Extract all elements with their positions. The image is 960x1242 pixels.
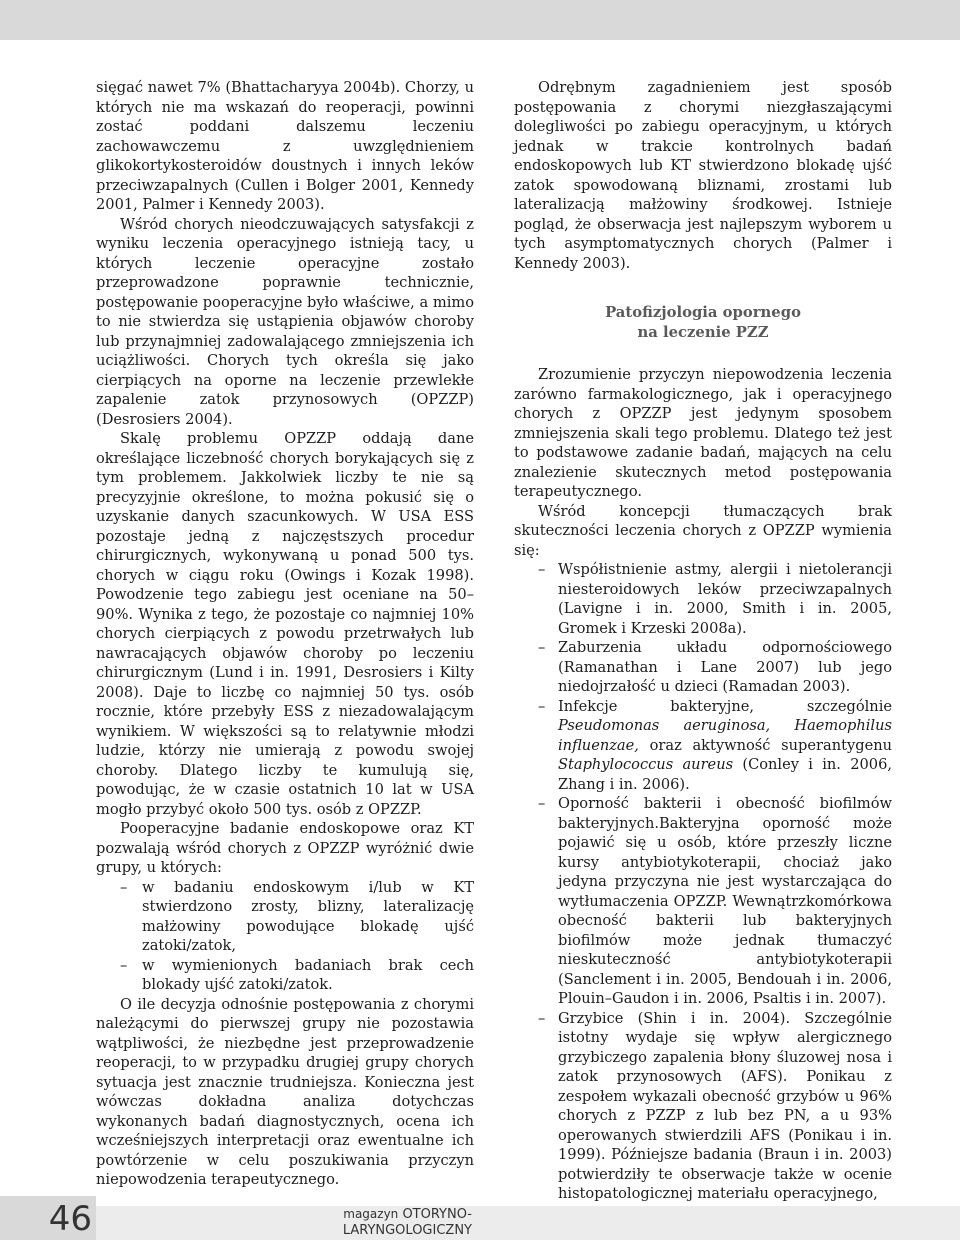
dash-marker: – [538,697,546,715]
dash-marker: – [538,639,546,656]
top-bar [0,0,960,40]
brand-line-2: LARYNGOLOGICZNY [342,1223,472,1238]
left-paragraph-4: Pooperacyjne badanie endoskopowe oraz KT pozwalają wśród chorych z OPZZP wyróżnić dwie grupy, u których: [96,820,474,876]
dash-marker: – [120,956,128,974]
list-item [96,956,474,995]
left-column [96,78,474,1190]
dash-marker: – [120,878,128,896]
list-item-text: Współistnienie astmy, alergii i nietolerancji niesteroidowych leków przeciwzapalnych (Lavigne i in. 2000, Smith i in. 2005, Gromek i Krzeski 2008a). [558,561,892,637]
left-list [96,878,474,995]
page-number-text: 46 [48,1199,92,1239]
left-paragraph-1: sięgać nawet 7% (Bhattacharyya 2004b). Chorzy, u których nie ma wskazań do reoperacji, powinni zostać poddani dalszemu leczeniu zachowawczemu z uwzględnieniem glikokortykosteroidów doustnych i innych leków przeciwzapalnych (Cullen i Bolger 2001, Kennedy 2001, Palmer i Kennedy 2003). [96,79,474,213]
list-item-text-part: (Conley i in. 2006, Zhang i in. 2006). [558,756,892,793]
footer-band [96,1206,960,1240]
magazine-word: magazyn [343,1207,399,1221]
brand-line-1 [300,1206,472,1223]
left-paragraph-2: Wśród chorych nieodczuwających satysfakcji z wyniku leczenia operacyjnego istnieją tacy, u których leczenie operacyjne zostało przeprowadzone poprawnie technicznie, postępowanie pooperacyjne było właściwe, a mimo to nie stwierdza się ustąpienia objawów choroby lub przynajmniej zadowalającego zmniejszenia ich uciążliwości. Chorych tych określa się jako cierpiących na oporne na leczenie przewlekłe zapalenie zatok przynosowych (OPZZP) (Desrosiers 2004). [96,215,474,428]
dash-marker: – [538,561,546,578]
list-item-text-part: Infekcje bakteryjne, szczególnie [558,697,892,715]
magazine-brand [300,1206,472,1239]
list-item [96,878,474,956]
left-closing-paragraph: O ile decyzja odnośnie postępowania z chorymi należącymi do pierwszej grupy nie pozostawia wątpliwości, że niezbędne jest przeprowadzenie reoperacji, to w przypadku drugiej grupy chorych sytuacja jest znacznie trudniejsza. Konieczna jest wówczas dokładna analiza dotychczas wykonanych badań diagnostycznych, ocena ich wcześniejszych interpretacji oraz ewentualne ich powtórzenie w celu poszukiwania przyczyn niepowodzenia terapeutycznego. [96,995,474,1188]
list-item [514,697,892,795]
right-column [514,78,892,1204]
species-name: Pseudomonas aeruginosa, Haemophilus influenzae, [558,717,892,754]
list-item-text: Grzybice (Shin i in. 2004). Szczególnie istotny wydaje się wpływ alergicznego grzybiczego zapalenia błony śluzowej nosa i zatok przynosowych (AFS). Ponikau z zespołem wykazali obecność grzybów u 96% chorych z PZZP z lub bez PN, a u 93% operowanych stwierdzili AFS (Ponikau i in. 1999). Późniejsze badania (Braun i in. 2003) potwierdziły te obserwacje także w ocenie histopatologicznej materiału operacyjnego, [558,1009,892,1202]
list-item-text: w wymienionych badaniach brak cech blokady ujść zatoki/zatok. [142,956,474,993]
list-item [514,560,892,638]
brand-name-part-1: OTORYNO- [402,1207,472,1222]
list-item-text: Oporność bakterii i obecność biofilmów bakteryjnych.Bakteryjna oporność może pojawić się u osób, które przeszły liczne kursy antybiotykoterapii, chociaż jako jedyna przyczyna nie jest wystarczająca do wytłumaczenia OPZZP. Wewnątrzkomórkowa obecność bakterii lub bakteryjnych biofilmów może jednak tłumaczyć nieskuteczność antybiotykoterapii (Sanclement i in. 2005, Bendouah i in. 2006, Plouin–Gaudon i in. 2006, Psaltis i in. 2007). [558,795,892,1007]
dash-marker: – [538,1009,546,1027]
list-item-text: w badaniu endoskowym i/lub w KT stwierdzono zrosty, blizny, lateralizację małżowiny powodujące blokadę ujść zatoki/zatok, [142,878,474,954]
page-number [0,1196,96,1240]
list-item [514,638,892,697]
list-item [514,794,892,1009]
right-paragraph-1: Zrozumienie przyczyn niepowodzenia leczenia zarówno farmakologicznego, jak i operacyjnego chorych z OPZZP jest jedynym sposobem zmniejszenia skali tego problemu. Dlatego też jest to podstawowe zadanie badań, mających na celu znalezienie skutecznych metod postępowania terapeutycznego. [514,366,892,500]
list-item-text: Zaburzenia układu odpornościowego (Ramanathan i Lane 2007) lub jego niedojrzałość u dzieci (Ramadan 2003). [558,639,892,695]
list-item [514,1009,892,1204]
section-heading-line-2: na leczenie PZZ [637,324,769,341]
right-list [514,560,892,1204]
section-heading-line-1: Patofizjologia opornego [605,304,801,321]
species-name: Staphylococcus aureus [558,756,734,773]
dash-marker: – [538,795,546,812]
section-heading [514,303,892,343]
right-intro-paragraph: Odrębnym zagadnieniem jest sposób postępowania z chorymi niezgłaszającymi dolegliwości po zabiegu operacyjnym, u których jednak w trakcie kontrolnych badań endoskopowych lub KT stwierdzono blokadę ujść zatok spowodowaną bliznami, zrostami lub lateralizacją małżowiny środkowej. Istnieje pogląd, że obserwacja jest najlepszym wyborem u tych asymptomatycznych chorych (Palmer i Kennedy 2003). [514,79,892,272]
list-item-text-part: oraz aktywność superantygenu [638,736,892,754]
right-paragraph-2: Wśród koncepcji tłumaczących brak skuteczności leczenia chorych z OPZZP wymienia się: [514,502,892,559]
left-paragraph-3: Skalę problemu OPZZP oddają dane określające liczebność chorych borykających się z tym problemem. Jakkolwiek liczby te nie są precyzyjnie określone, to można pokusić się o uzyskanie danych szacunkowych. W USA ESS pozostaje jedną z najczęstszych procedur chirurgicznych, wykonywaną u ponad 500 tys. chorych w ciągu roku (Owings i Kozak 1998). Powodzenie tego zabiegu jest oceniane na 50–90%. Wynika z tego, że pozostaje co najmniej 10% chorych cierpiących z powodu przetrwałych lub nawracających objawów choroby po leczeniu chirurgicznym (Lund i in. 1991, Desrosiers i Kilty 2008). Daje to liczbę co najmniej 50 tys. osób rocznie, które przebyły ESS z niezadowalającym wynikiem. W większości są to relatywnie młodzi ludzie, którzy nie umierają z powodu swojej choroby. Dlatego liczby te kumulują się, powodując, że w czasie ostatnich 10 lat w USA mogło przybyć około 500 tys. osób z OPZZP. [96,430,474,818]
